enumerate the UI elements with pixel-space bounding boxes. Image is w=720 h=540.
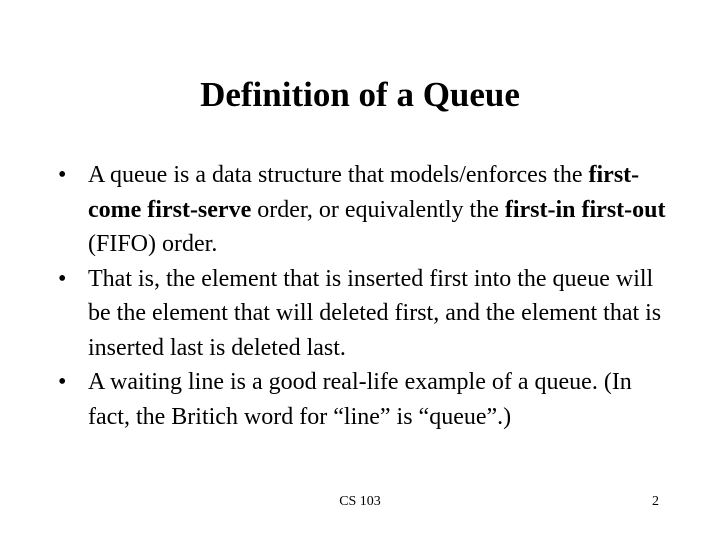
bullet-text: order, or equivalently the xyxy=(251,196,505,223)
footer-page-number: 2 xyxy=(652,494,659,509)
bullet-text: A waiting line is a good real-life example of a queue. (In fact, the Britich word for “line” is “queue”.) xyxy=(88,369,632,430)
bullet-text: That is, the element that is inserted first into the queue will be the element that will deleted first, and the element that is inserted last is deleted last. xyxy=(88,265,662,361)
bullet-text: A queue is a data structure that models/enforces the xyxy=(88,162,589,188)
bullet-marker: • xyxy=(58,265,67,292)
bullet-item-queue-definition xyxy=(58,158,678,262)
slide-title: Definition of a Queue xyxy=(200,75,520,114)
bullet-marker: • xyxy=(58,162,67,188)
bold-term-first-in-first-out: first-in first-out xyxy=(504,196,666,223)
footer-course-label: CS 103 xyxy=(339,494,381,509)
bullet-item-insertion-order xyxy=(58,262,678,366)
bullet-marker: • xyxy=(58,369,67,395)
bullet-list xyxy=(58,158,678,434)
bold-term-first-come-first-serve: first-come first-serve xyxy=(88,162,640,223)
bullet-text: (FIFO) order. xyxy=(88,231,218,257)
bullet-item-waiting-line-example xyxy=(58,365,678,434)
